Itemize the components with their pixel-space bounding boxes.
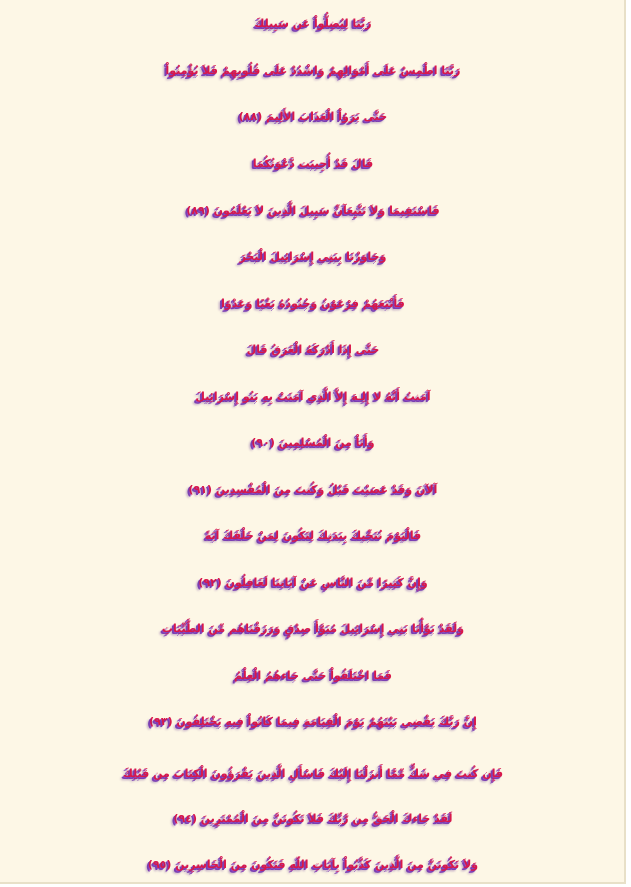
verse-line: وَإِنَّ كَثِيرًا مِّنَ النَّاسِ عَنْ آيَاتِنَا لَغَافِلُونَ (٩٢) xyxy=(198,576,428,589)
verse-line: فَأَتْبَعَهُمْ فِرْعَوْنُ وَجُنُودُهُ بَغْيًا وَعَدْوًا xyxy=(221,297,405,310)
verse-line: وَجَاوَزْنَا بِبَنِي إِسْرَائِيلَ الْبَحْرَ xyxy=(239,250,387,263)
verse-line: وَلاَ تَكُونَنَّ مِنَ الَّذِينَ كَذَّبُواْ بِآيَاتِ اللّهِ فَتَكُونَ مِنَ الْخَاسِرِينَ (٩٥) xyxy=(147,858,479,871)
verse-line: فَاسْتَقِيمَا وَلاَ تَتَّبِعَآنِّ سَبِيلَ الَّذِينَ لاَ يَعْلَمُونَ (٨٩) xyxy=(186,204,440,217)
verse-line: آمَنتُ أَنَّهُ لا إِلِـهَ إِلاَّ الَّذِي آمَنَتْ بِهِ بَنُو إِسْرَائِيلَ xyxy=(195,390,431,403)
verse-line: لَقَدْ جَاءكَ الْحَقُّ مِن رَّبِّكَ فَلاَ تَكُونَنَّ مِنَ الْمُمْتَرِينَ (٩٤) xyxy=(173,812,453,825)
verse-line: وَلَقَدْ بَوَّأْنَا بَنِي إِسْرَائِيلَ مُبَوَّأَ صِدْقٍ وَرَزَقْنَاهُم مِّنَ الطَّيِّبَاتِ xyxy=(161,622,465,635)
verse-line: فَإِن كُنتَ فِي شَكٍّ مِّمَّا أَنزَلْنَا إِلَيْكَ فَاسْأَلِ الَّذِينَ يَقْرَؤُونَ الْكِتَابَ مِن قَبْلِكَ xyxy=(122,767,504,780)
verse-line: حَتَّى يَرَوُاْ الْعَذَابَ الأَلِيمَ (٨٨) xyxy=(238,110,388,123)
verse-line: فَمَا اخْتَلَفُواْ حَتَّى جَاءهُمُ الْعِلْمُ xyxy=(234,669,392,682)
verse-line: إِنَّ رَبَّكَ يَقْضِي بَيْنَهُمْ يَوْمَ الْقِيَامَةِ فِيمَا كَانُواْ فِيهِ يَخْتَلِفُونَ (٩٣) xyxy=(149,715,477,728)
verse-line: رَبَّنَا اطْمِسْ عَلَى أَمْوَالِهِمْ وَاشْدُدْ عَلَى قُلُوبِهِمْ فَلاَ يُؤْمِنُواْ xyxy=(165,64,461,77)
verse-line: فَالْيَوْمَ نُنَجِّيكَ بِبَدَنِكَ لِتَكُونَ لِمَنْ خَلْفَكَ آيَةً xyxy=(204,529,422,542)
verse-line: حَتَّى إِذَا أَدْرَكَهُ الْغَرَقُ قَالَ xyxy=(246,343,380,356)
verse-line: آلآنَ وَقَدْ عَصَيْتَ قَبْلُ وَكُنتَ مِنَ الْمُفْسِدِينَ (٩١) xyxy=(188,483,438,496)
verse-line: قَالَ قَدْ أُجِيبَت دَّعْوَتُكُمَا xyxy=(252,157,374,170)
verse-line: رَبَّنَا لِيُضِلُّواْ عَن سَبِيلِكَ xyxy=(254,17,372,30)
verse-line: وَأَنَاْ مِنَ الْمُسْلِمِينَ (٩٠) xyxy=(251,436,375,449)
